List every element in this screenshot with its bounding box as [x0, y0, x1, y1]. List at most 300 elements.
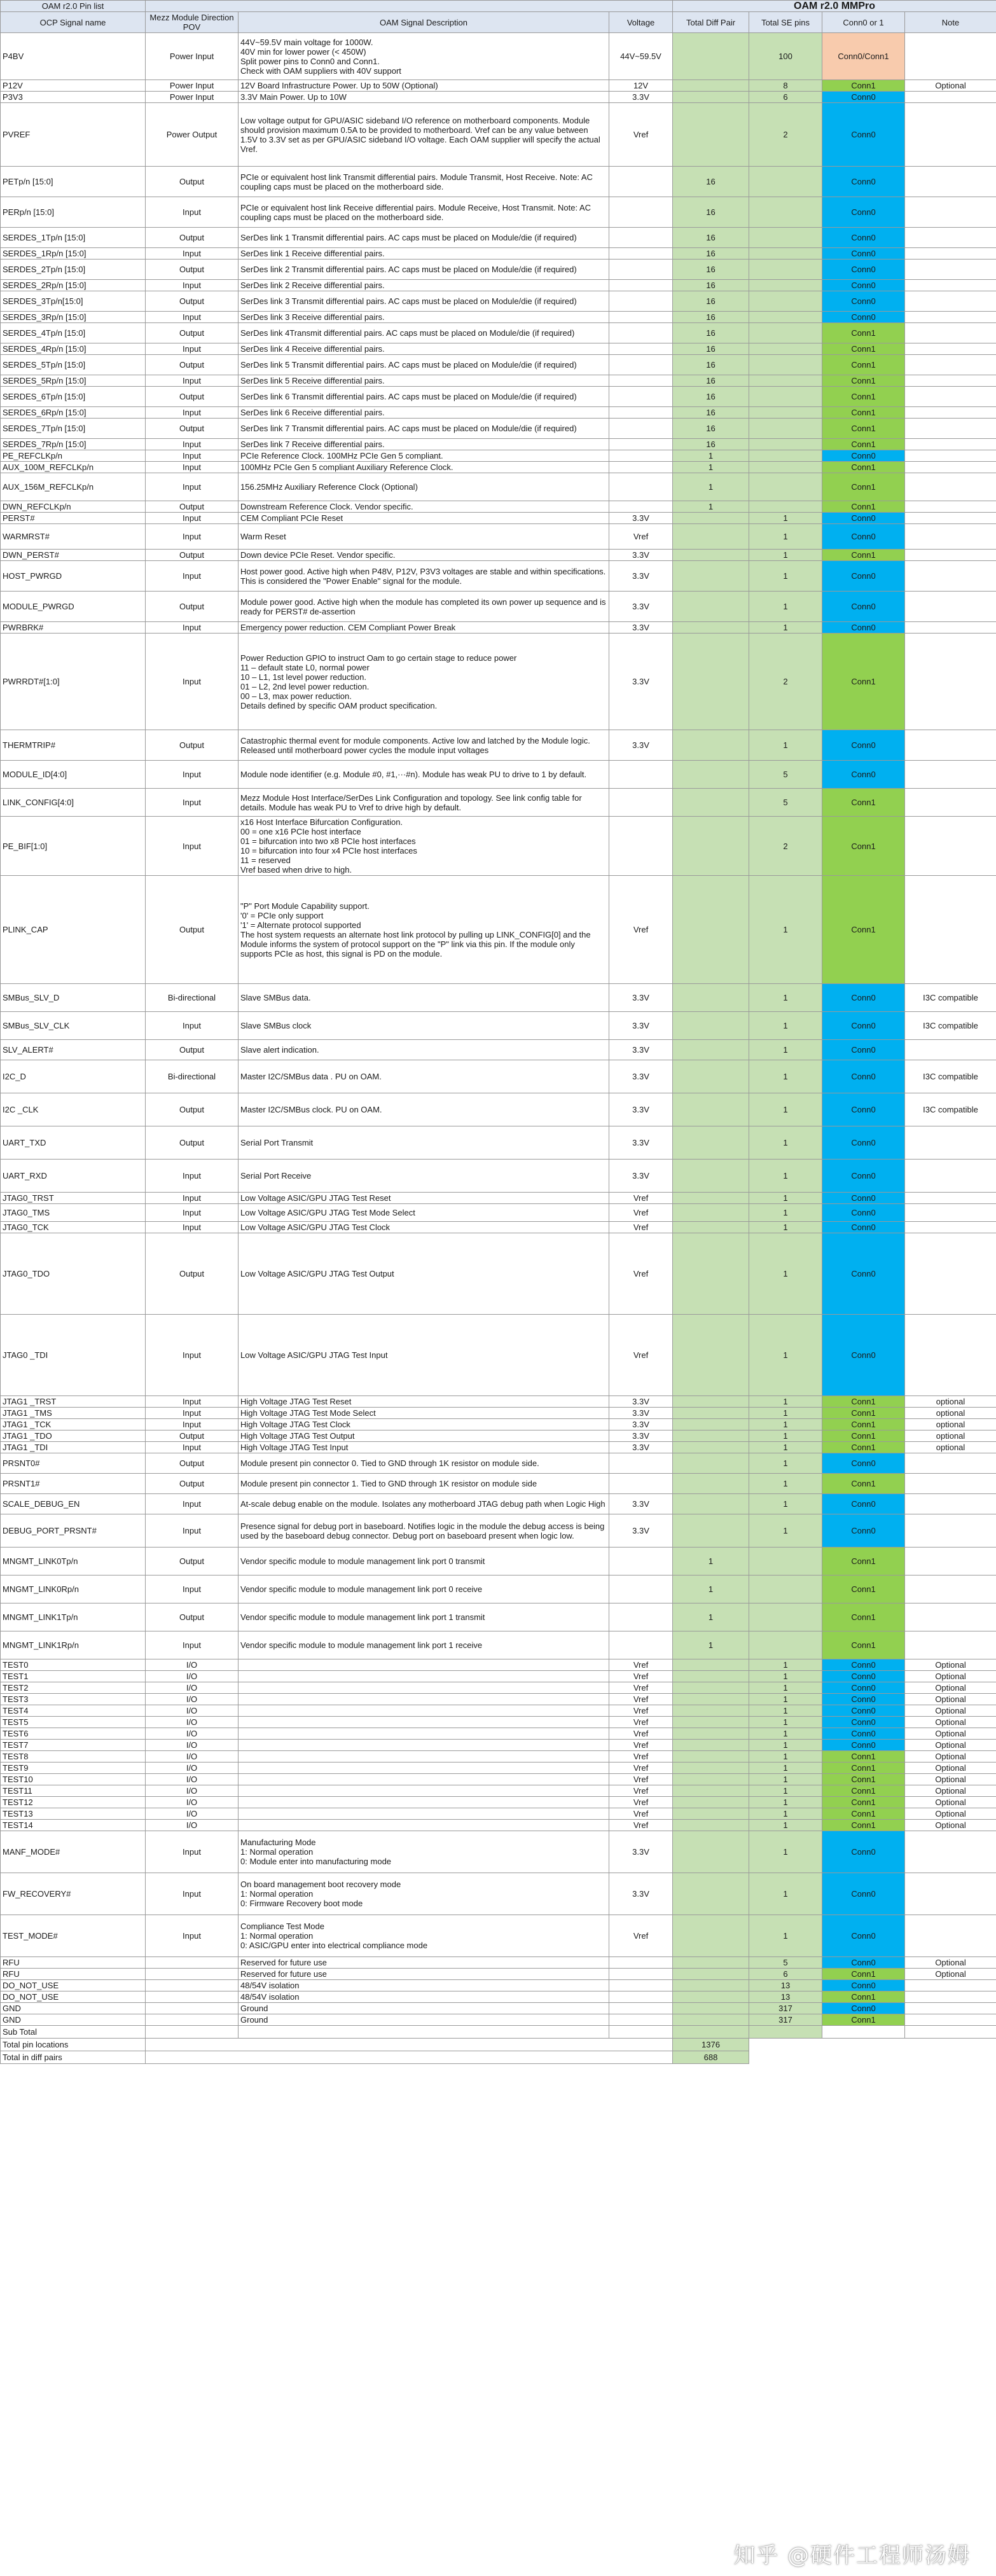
table-row [1, 248, 996, 260]
table-row [1, 1126, 996, 1160]
connector-cell: Conn0 [822, 592, 905, 622]
direction-cell [146, 2026, 239, 2039]
description-cell: Ground [239, 2014, 609, 2026]
note-cell [905, 375, 996, 387]
signal-name-cell: SERDES_5Rp/n [15:0] [1, 375, 146, 387]
note-cell [905, 291, 996, 312]
diff-pair-count-cell: 1 [673, 501, 749, 513]
note-cell [905, 103, 996, 167]
description-cell: SerDes link 2 Receive differential pairs. [239, 280, 609, 291]
table-row [1, 1969, 996, 1980]
note-cell [905, 789, 996, 817]
table-row [1, 1222, 996, 1233]
note-cell [905, 1915, 996, 1957]
note-cell [905, 550, 996, 561]
voltage-cell: 3.3V [609, 1494, 673, 1514]
note-cell: optional [905, 1419, 996, 1430]
diff-pair-count-cell [673, 80, 749, 92]
se-pin-count-cell: 6 [749, 92, 822, 103]
voltage-cell: 3.3V [609, 984, 673, 1012]
table-row [1, 2014, 996, 2026]
connector-cell: Conn1 [822, 634, 905, 730]
connector-cell: Conn0 [822, 1873, 905, 1915]
connector-cell: Conn0 [822, 1980, 905, 1991]
description-cell: Low Voltage ASIC/GPU JTAG Test Mode Select [239, 1204, 609, 1222]
voltage-cell: 3.3V [609, 1419, 673, 1430]
direction-cell: Input [146, 1396, 239, 1408]
se-pin-count-cell: 1 [749, 1442, 822, 1453]
voltage-cell [609, 501, 673, 513]
description-cell [239, 1671, 609, 1682]
signal-name-cell: TEST9 [1, 1762, 146, 1774]
table-row [1, 450, 996, 462]
voltage-cell: 3.3V [609, 1093, 673, 1126]
diff-pair-count-cell [673, 1728, 749, 1740]
direction-cell: Input [146, 473, 239, 501]
signal-name-cell: UART_TXD [1, 1126, 146, 1160]
table-row [1, 80, 996, 92]
signal-name-cell: SERDES_7Tp/n [15:0] [1, 419, 146, 439]
description-cell: SerDes link 4Transmit differential pairs. AC caps must be placed on Module/die (if required) [239, 323, 609, 343]
direction-cell: Output [146, 355, 239, 375]
note-cell [905, 1831, 996, 1873]
table-row [1, 1740, 996, 1751]
note-cell [905, 622, 996, 634]
header-spacer [146, 1, 673, 12]
table-row [1, 761, 996, 789]
signal-name-cell: TEST12 [1, 1797, 146, 1808]
direction-cell: Output [146, 1474, 239, 1494]
se-pin-count-cell [749, 343, 822, 355]
voltage-cell: 12V [609, 80, 673, 92]
signal-name-cell: DEBUG_PORT_PRSNT# [1, 1514, 146, 1548]
se-pin-count-cell [749, 473, 822, 501]
description-cell: SerDes link 3 Receive differential pairs. [239, 312, 609, 323]
connector-cell: Conn0 [822, 1222, 905, 1233]
note-cell [905, 1474, 996, 1494]
signal-name-cell: DWN_PERST# [1, 550, 146, 561]
se-pin-count-cell [749, 228, 822, 248]
note-cell: Optional [905, 1659, 996, 1671]
signal-name-cell: JTAG0_TRST [1, 1193, 146, 1204]
direction-cell: I/O [146, 1705, 239, 1717]
table-row [1, 1514, 996, 1548]
diff-pair-count-cell [673, 1093, 749, 1126]
table-row [1, 789, 996, 817]
connector-cell: Conn0 [822, 260, 905, 280]
diff-pair-count-cell [673, 817, 749, 876]
direction-cell: Input [146, 1831, 239, 1873]
col-header-diff-pair: Total Diff Pair [673, 12, 749, 33]
table-row [1, 473, 996, 501]
table-row [1, 197, 996, 228]
se-pin-count-cell [749, 323, 822, 343]
note-cell: Optional [905, 80, 996, 92]
col-header-se-pins: Total SE pins [749, 12, 822, 33]
direction-cell: Input [146, 622, 239, 634]
voltage-cell [609, 419, 673, 439]
signal-name-cell: PWRRDT#[1:0] [1, 634, 146, 730]
connector-cell: Conn1 [822, 419, 905, 439]
voltage-cell: 3.3V [609, 592, 673, 622]
connector-cell: Conn0 [822, 280, 905, 291]
se-pin-count-cell: 1 [749, 1740, 822, 1751]
connector-cell: Conn0 [822, 1514, 905, 1548]
voltage-cell [609, 1548, 673, 1575]
description-cell: Slave alert indication. [239, 1040, 609, 1060]
table-row [1, 1160, 996, 1193]
se-pin-count-cell: 1 [749, 1222, 822, 1233]
note-cell: Optional [905, 1785, 996, 1797]
diff-pair-count-cell: 16 [673, 419, 749, 439]
se-pin-count-cell [749, 1603, 822, 1631]
note-cell [905, 1631, 996, 1659]
signal-name-cell: JTAG0_TCK [1, 1222, 146, 1233]
se-pin-count-cell: 1 [749, 1797, 822, 1808]
note-cell: Optional [905, 1774, 996, 1785]
note-cell [905, 1315, 996, 1396]
connector-cell: Conn1 [822, 1631, 905, 1659]
description-cell: Slave SMBus data. [239, 984, 609, 1012]
voltage-cell [609, 323, 673, 343]
se-pin-count-cell: 1 [749, 1820, 822, 1831]
voltage-cell: Vref [609, 1785, 673, 1797]
connector-cell: Conn0 [822, 291, 905, 312]
col-header-description: OAM Signal Description [239, 12, 609, 33]
direction-cell: Input [146, 761, 239, 789]
connector-cell: Conn0 [822, 1453, 905, 1474]
voltage-cell: Vref [609, 1671, 673, 1682]
note-cell: Optional [905, 1797, 996, 1808]
description-cell: "P" Port Module Capability support. '0' = PCIe only support '1' = Alternate protocol supported The host system requests an alternate host link protocol by pulling up LINK_CONFIG[0] and the Module informs the system of protocol support on the "P" link via this pin. If the module only supports PCIe as host, this signal is PD on the module. [239, 876, 609, 984]
note-cell [905, 1991, 996, 2003]
connector-cell: Conn1 [822, 407, 905, 419]
diff-pair-count-cell [673, 1060, 749, 1093]
diff-pair-count-cell [673, 1233, 749, 1315]
note-cell [905, 1548, 996, 1575]
note-cell [905, 312, 996, 323]
note-cell [905, 387, 996, 407]
description-cell [239, 1717, 609, 1728]
description-cell: Reserved for future use [239, 1957, 609, 1969]
se-pin-count-cell: 1 [749, 1915, 822, 1957]
direction-cell [146, 2003, 239, 2014]
se-pin-count-cell [749, 419, 822, 439]
table-row [1, 1603, 996, 1631]
diff-pair-count-cell [673, 1408, 749, 1419]
se-pin-count-cell: 1 [749, 1682, 822, 1694]
signal-name-cell: GND [1, 2014, 146, 2026]
connector-cell: Conn0 [822, 1012, 905, 1040]
table-row [1, 228, 996, 248]
table-row [1, 1060, 996, 1093]
se-pin-count-cell: 1 [749, 1785, 822, 1797]
table-row [1, 2003, 996, 2014]
connector-cell: Conn1 [822, 387, 905, 407]
se-pin-count-cell [749, 1548, 822, 1575]
direction-cell: Input [146, 312, 239, 323]
signal-name-cell: PE_REFCLKp/n [1, 450, 146, 462]
table-row [1, 1575, 996, 1603]
description-cell: 12V Board Infrastructure Power. Up to 50W (Optional) [239, 80, 609, 92]
note-cell [905, 1233, 996, 1315]
footer-blank [749, 2051, 996, 2064]
connector-cell: Conn0/Conn1 [822, 33, 905, 80]
connector-cell: Conn0 [822, 1315, 905, 1396]
signal-name-cell: TEST0 [1, 1659, 146, 1671]
diff-pair-count-cell [673, 1705, 749, 1717]
signal-name-cell: TEST4 [1, 1705, 146, 1717]
diff-pair-count-cell: 16 [673, 280, 749, 291]
se-pin-count-cell: 317 [749, 2014, 822, 2026]
voltage-cell [609, 789, 673, 817]
voltage-cell [609, 1980, 673, 1991]
note-cell: Optional [905, 1728, 996, 1740]
table-row [1, 355, 996, 375]
table-row [1, 1671, 996, 1682]
note-cell [905, 524, 996, 550]
description-cell: Vendor specific module to module management link port 0 transmit [239, 1548, 609, 1575]
connector-cell: Conn1 [822, 473, 905, 501]
diff-pair-count-cell [673, 1682, 749, 1694]
se-pin-count-cell: 1 [749, 1474, 822, 1494]
connector-cell: Conn1 [822, 501, 905, 513]
voltage-cell: 3.3V [609, 561, 673, 592]
connector-cell: Conn1 [822, 343, 905, 355]
se-pin-count-cell: 1 [749, 1751, 822, 1762]
note-cell: Optional [905, 1820, 996, 1831]
note-cell [905, 343, 996, 355]
se-pin-count-cell [749, 501, 822, 513]
description-cell: High Voltage JTAG Test Input [239, 1442, 609, 1453]
diff-pair-count-cell [673, 1671, 749, 1682]
direction-cell: Input [146, 407, 239, 419]
se-pin-count-cell: 2 [749, 634, 822, 730]
voltage-cell: 3.3V [609, 550, 673, 561]
connector-cell: Conn1 [822, 375, 905, 387]
table-row [1, 561, 996, 592]
connector-cell: Conn0 [822, 1831, 905, 1873]
se-pin-count-cell [749, 197, 822, 228]
diff-pair-count-cell [673, 1762, 749, 1774]
diff-pair-count-cell [673, 1969, 749, 1980]
connector-cell: Conn0 [822, 1728, 905, 1740]
se-pin-count-cell: 1 [749, 1514, 822, 1548]
note-cell [905, 1575, 996, 1603]
note-cell: Optional [905, 1717, 996, 1728]
table-row [1, 260, 996, 280]
signal-name-cell: MNGMT_LINK1Tp/n [1, 1603, 146, 1631]
se-pin-count-cell: 1 [749, 1126, 822, 1160]
direction-cell: Output [146, 1233, 239, 1315]
diff-pair-count-cell [673, 2014, 749, 2026]
description-cell [239, 1774, 609, 1785]
signal-name-cell: HOST_PWRGD [1, 561, 146, 592]
description-cell: Serial Port Transmit [239, 1126, 609, 1160]
signal-name-cell: AUX_156M_REFCLKp/n [1, 473, 146, 501]
direction-cell [146, 2014, 239, 2026]
direction-cell: Output [146, 1603, 239, 1631]
se-pin-count-cell: 1 [749, 1204, 822, 1222]
direction-cell: Output [146, 1040, 239, 1060]
signal-name-cell: TEST13 [1, 1808, 146, 1820]
note-cell [905, 439, 996, 450]
note-cell: I3C compatible [905, 1012, 996, 1040]
se-pin-count-cell: 2 [749, 103, 822, 167]
table-row [1, 1396, 996, 1408]
description-cell: SerDes link 4 Receive differential pairs. [239, 343, 609, 355]
table-row [1, 323, 996, 343]
direction-cell: Input [146, 1873, 239, 1915]
description-cell: Module present pin connector 1. Tied to GND through 1K resistor on module side [239, 1474, 609, 1494]
table-row [1, 1873, 996, 1915]
direction-cell: Input [146, 1012, 239, 1040]
signal-name-cell: SERDES_7Rp/n [15:0] [1, 439, 146, 450]
voltage-cell: 3.3V [609, 1012, 673, 1040]
voltage-cell: Vref [609, 1820, 673, 1831]
voltage-cell [609, 1991, 673, 2003]
voltage-cell: Vref [609, 1728, 673, 1740]
se-pin-count-cell: 1 [749, 592, 822, 622]
table-row [1, 1453, 996, 1474]
voltage-cell [609, 280, 673, 291]
diff-pair-count-cell [673, 1453, 749, 1474]
signal-name-cell: SERDES_1Tp/n [15:0] [1, 228, 146, 248]
direction-cell: Input [146, 375, 239, 387]
direction-cell: Input [146, 1575, 239, 1603]
table-row [1, 1751, 996, 1762]
se-pin-count-cell [749, 375, 822, 387]
col-header-voltage: Voltage [609, 12, 673, 33]
note-cell [905, 280, 996, 291]
table-row [1, 1820, 996, 1831]
note-cell [905, 817, 996, 876]
table-row [1, 817, 996, 876]
signal-name-cell: AUX_100M_REFCLKp/n [1, 462, 146, 473]
se-pin-count-cell: 1 [749, 1396, 822, 1408]
description-cell: Mezz Module Host Interface/SerDes Link Configuration and topology. See link config table for details. Module has weak PU to Vref to drive high by default. [239, 789, 609, 817]
voltage-cell [609, 1631, 673, 1659]
voltage-cell: 3.3V [609, 1442, 673, 1453]
se-pin-count-cell: 8 [749, 80, 822, 92]
description-cell: Reserved for future use [239, 1969, 609, 1980]
description-cell: 3.3V Main Power. Up to 10W [239, 92, 609, 103]
se-pin-count-cell: 13 [749, 1980, 822, 1991]
se-pin-count-cell: 1 [749, 1193, 822, 1204]
se-pin-count-cell [749, 248, 822, 260]
connector-cell: Conn0 [822, 1740, 905, 1751]
diff-pair-count-cell [673, 524, 749, 550]
direction-cell: Bi-directional [146, 1060, 239, 1093]
direction-cell: Input [146, 343, 239, 355]
connector-cell: Conn0 [822, 1204, 905, 1222]
description-cell: SerDes link 7 Receive differential pairs. [239, 439, 609, 450]
connector-cell: Conn1 [822, 1442, 905, 1453]
description-cell: Vendor specific module to module management link port 1 transmit [239, 1603, 609, 1631]
connector-cell: Conn1 [822, 1603, 905, 1631]
se-pin-count-cell: 1 [749, 1762, 822, 1774]
voltage-cell [609, 167, 673, 197]
diff-pair-count-cell [673, 1315, 749, 1396]
table-row [1, 312, 996, 323]
description-cell [239, 1705, 609, 1717]
table-row [1, 1408, 996, 1419]
diff-pair-count-cell: 1 [673, 473, 749, 501]
table-row [1, 33, 996, 80]
voltage-cell: Vref [609, 876, 673, 984]
se-pin-count-cell: 1 [749, 550, 822, 561]
note-cell [905, 513, 996, 524]
signal-name-cell: TEST3 [1, 1694, 146, 1705]
se-pin-count-cell: 1 [749, 1659, 822, 1671]
se-pin-count-cell: 1 [749, 1694, 822, 1705]
table-row [1, 1682, 996, 1694]
diff-pair-count-cell [673, 1820, 749, 1831]
voltage-cell: 3.3V [609, 92, 673, 103]
table-row [1, 375, 996, 387]
se-pin-count-cell: 2 [749, 817, 822, 876]
note-cell [905, 876, 996, 984]
signal-name-cell: SERDES_6Tp/n [15:0] [1, 387, 146, 407]
se-pin-count-cell: 5 [749, 1957, 822, 1969]
note-cell [905, 260, 996, 280]
diff-pair-count-cell: 16 [673, 228, 749, 248]
table-row [1, 1012, 996, 1040]
table-footer [1, 2039, 996, 2064]
voltage-cell [609, 343, 673, 355]
signal-name-cell: TEST8 [1, 1751, 146, 1762]
direction-cell: Output [146, 876, 239, 984]
description-cell: SerDes link 6 Transmit differential pairs. AC caps must be placed on Module/die (if required) [239, 387, 609, 407]
connector-cell: Conn1 [822, 1408, 905, 1419]
connector-cell: Conn0 [822, 1193, 905, 1204]
note-cell: optional [905, 1408, 996, 1419]
description-cell: PCIe Reference Clock. 100MHz PCIe Gen 5 compliant. [239, 450, 609, 462]
note-cell [905, 501, 996, 513]
direction-cell: Input [146, 817, 239, 876]
diff-pair-count-cell [673, 1797, 749, 1808]
connector-cell: Conn0 [822, 92, 905, 103]
note-cell: optional [905, 1396, 996, 1408]
signal-name-cell: JTAG1 _TDI [1, 1442, 146, 1453]
signal-name-cell: SERDES_1Rp/n [15:0] [1, 248, 146, 260]
direction-cell: Input [146, 1160, 239, 1193]
mmpro-title: OAM r2.0 MMPro [673, 1, 996, 12]
connector-cell: Conn0 [822, 1659, 905, 1671]
footer-row [1, 2039, 996, 2051]
voltage-cell: Vref [609, 1762, 673, 1774]
connector-cell: Conn1 [822, 1575, 905, 1603]
connector-cell: Conn1 [822, 1785, 905, 1797]
signal-name-cell: P4BV [1, 33, 146, 80]
table-row [1, 1694, 996, 1705]
voltage-cell [609, 439, 673, 450]
direction-cell: Input [146, 634, 239, 730]
note-cell [905, 2014, 996, 2026]
voltage-cell [609, 355, 673, 375]
diff-pair-count-cell: 1 [673, 1603, 749, 1631]
signal-name-cell: GND [1, 2003, 146, 2014]
direction-cell: Output [146, 1126, 239, 1160]
diff-pair-count-cell [673, 1430, 749, 1442]
description-cell: PCIe or equivalent host link Transmit differential pairs. Module Transmit, Host Receive. Note: AC coupling caps must be placed on the motherboard side. [239, 167, 609, 197]
note-cell: Optional [905, 1808, 996, 1820]
direction-cell: Output [146, 228, 239, 248]
diff-pair-count-cell: 16 [673, 343, 749, 355]
description-cell: Low voltage output for GPU/ASIC sideband I/O reference on motherboard components. Module should provision maximum 0.5A to be provided to motherboard. Vref can be any value between 1.5V to 3.3V set as per GPU/ASIC sideband I/O voltage. Each OAM supplier will specify the actual Vref. [239, 103, 609, 167]
description-cell: 48/54V isolation [239, 1991, 609, 2003]
connector-cell: Conn0 [822, 524, 905, 550]
